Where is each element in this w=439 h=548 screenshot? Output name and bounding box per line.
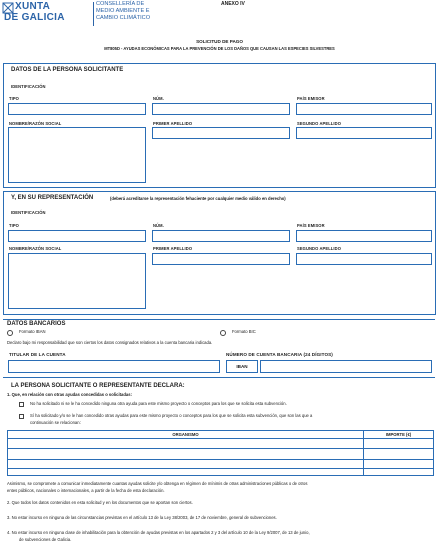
- iban-prefix-box: [226, 360, 258, 373]
- other-aid-checkbox[interactable]: [19, 414, 24, 419]
- representative-identification-label: IDENTIFICACIÓN: [11, 210, 46, 215]
- representative-note: (deberá acreditarse la representación fehaciente por cualquier medio válido en derecho): [110, 196, 286, 201]
- representative-pais-label: PAÍS EMISOR: [297, 223, 325, 228]
- aid-table-header-rule: [8, 438, 433, 439]
- aid-table-header-organismo: ORGANISMO: [172, 432, 199, 437]
- declaration-item4-line2: de subvenciones de Galicia.: [19, 537, 72, 542]
- representative-apellido1-input[interactable]: [152, 253, 290, 265]
- representative-num-label: NÚM.: [153, 223, 164, 228]
- representative-pais-input[interactable]: [296, 230, 432, 242]
- table-row[interactable]: [8, 459, 433, 460]
- representative-apellido2-input[interactable]: [296, 253, 432, 265]
- iban-option-label: Formato IBAN: [19, 329, 46, 334]
- declaration-item1: 1. Que, en relación con otras ayudas concedidas o solicitadas:: [7, 392, 132, 397]
- logo-divider: [93, 2, 94, 26]
- commitment-line2: entes públicos, nacionales o internacionales, a partir de la fecha de esta declaración.: [7, 488, 165, 493]
- iban-prefix-text: IBAN: [236, 363, 248, 369]
- form-subtitle: MT805D - AYUDAS ECONÓMICAS PARA LA PREVENCIÓN DE LOS DAÑOS QUE CAUSAN LAS ESPECIES SILVESTRES: [104, 46, 335, 51]
- declaration-item3: 3. No estar incurso en ninguna de las circunstancias previstas en el artículo 13 de la Ley 38/2003, de 17 de noviembre, general de subvenciones.: [7, 515, 277, 520]
- applicant-tipo-input[interactable]: [8, 103, 146, 115]
- account-number-label: NÚMERO DE CUENTA BANCARIA (24 DÍGITOS): [226, 352, 333, 357]
- applicant-tipo-label: TIPO: [9, 96, 19, 101]
- bic-option-label: Formato BIC: [232, 329, 256, 334]
- commitment-line1: Asimismo, se compromete a comunicar inmediatamente cuantas ayudas solicite y/o obtenga en régimen de mínimis de otras administraciones públicas o de otros: [7, 481, 308, 486]
- account-holder-label: TITULAR DE LA CUENTA: [9, 352, 66, 357]
- org-name-line1: XUNTA: [15, 1, 51, 12]
- declaration-top-rule: [3, 377, 435, 378]
- applicant-heading: DATOS DE LA PERSONA SOLICITANTE: [11, 67, 124, 73]
- no-other-aid-checkbox[interactable]: [19, 402, 24, 407]
- applicant-pais-label: PAÍS EMISOR: [297, 96, 325, 101]
- no-other-aid-text: No ha solicitado ni se le ha concedido ninguna otra ayuda para este mismo proyecto o conceptos para los que se solicita esta subvención.: [30, 401, 287, 406]
- representative-num-input[interactable]: [152, 230, 290, 242]
- bic-radio[interactable]: [220, 330, 226, 336]
- annex-label: ANEXO IV: [221, 1, 245, 7]
- applicant-nombre-input[interactable]: [8, 127, 146, 183]
- applicant-num-label: NÚM.: [153, 96, 164, 101]
- representative-apellido1-label: PRIMER APELLIDO: [153, 246, 193, 251]
- department-line2: MEDIO AMBIENTE E: [96, 8, 150, 14]
- bank-declaration: Declaro bajo mi responsabilidad que son ciertos los datos consignados relativos a la cuenta bancaria indicada.: [7, 340, 213, 345]
- department-line1: CONSELLERÍA DE: [96, 1, 145, 7]
- representative-apellido2-label: SEGUNDO APELLIDO: [297, 246, 341, 251]
- representative-nombre-label: NOMBRE/RAZÓN SOCIAL: [9, 246, 62, 251]
- applicant-nombre-label: NOMBRE/RAZÓN SOCIAL: [9, 121, 62, 126]
- applicant-apellido1-label: PRIMER APELLIDO: [153, 121, 193, 126]
- bank-top-rule: [3, 319, 435, 320]
- applicant-apellido1-input[interactable]: [152, 127, 290, 139]
- applicant-pais-input[interactable]: [296, 103, 432, 115]
- representative-tipo-input[interactable]: [8, 230, 146, 242]
- applicant-apellido2-input[interactable]: [296, 127, 432, 139]
- other-aid-text-line2: continuación se relacionan:: [30, 420, 81, 425]
- iban-radio[interactable]: [7, 330, 13, 336]
- account-number-input[interactable]: [260, 360, 432, 373]
- org-name-line2: DE GALICIA: [4, 12, 65, 23]
- aid-table-header-importe: IMPORTE (€): [385, 432, 412, 437]
- declaration-item4-line1: 4. No estar incurso en ninguna clase de inhabilitación para la obtención de ayudas previstas en los apartados 2 y 3 del artículo 10 de la Ley 9/2007, de 13 de junio,: [7, 530, 310, 535]
- xunta-logo: [2, 2, 94, 28]
- applicant-num-input[interactable]: [152, 103, 290, 115]
- applicant-apellido2-label: SEGUNDO APELLIDO: [297, 121, 341, 126]
- bank-heading: DATOS BANCARIOS: [7, 321, 66, 327]
- aid-table: [7, 430, 434, 476]
- representative-heading: Y, EN SU REPRESENTACIÓN: [11, 195, 94, 201]
- form-title: SOLICITUD DE PAGO: [196, 39, 243, 44]
- representative-tipo-label: TIPO: [9, 223, 19, 228]
- table-row[interactable]: [8, 468, 433, 469]
- other-aid-text-line1: Sí ha solicitado y/o se le han concedido otras ayudas para este mismo proyecto o conceptos para los que se solicita esta subvención, que son las que a: [30, 413, 313, 418]
- table-row[interactable]: [8, 448, 433, 449]
- applicant-identification-label: IDENTIFICACIÓN: [11, 84, 46, 89]
- declaration-item2: 2. Que todos los datos contenidos en esta solicitud y en los documentos que se aportan son ciertos.: [7, 500, 193, 505]
- representative-nombre-input[interactable]: [8, 253, 146, 309]
- declaration-heading: LA PERSONA SOLICITANTE O REPRESENTANTE DECLARA:: [11, 383, 185, 389]
- account-holder-input[interactable]: [8, 360, 220, 373]
- department-line3: CAMBIO CLIMÁTICO: [96, 15, 151, 21]
